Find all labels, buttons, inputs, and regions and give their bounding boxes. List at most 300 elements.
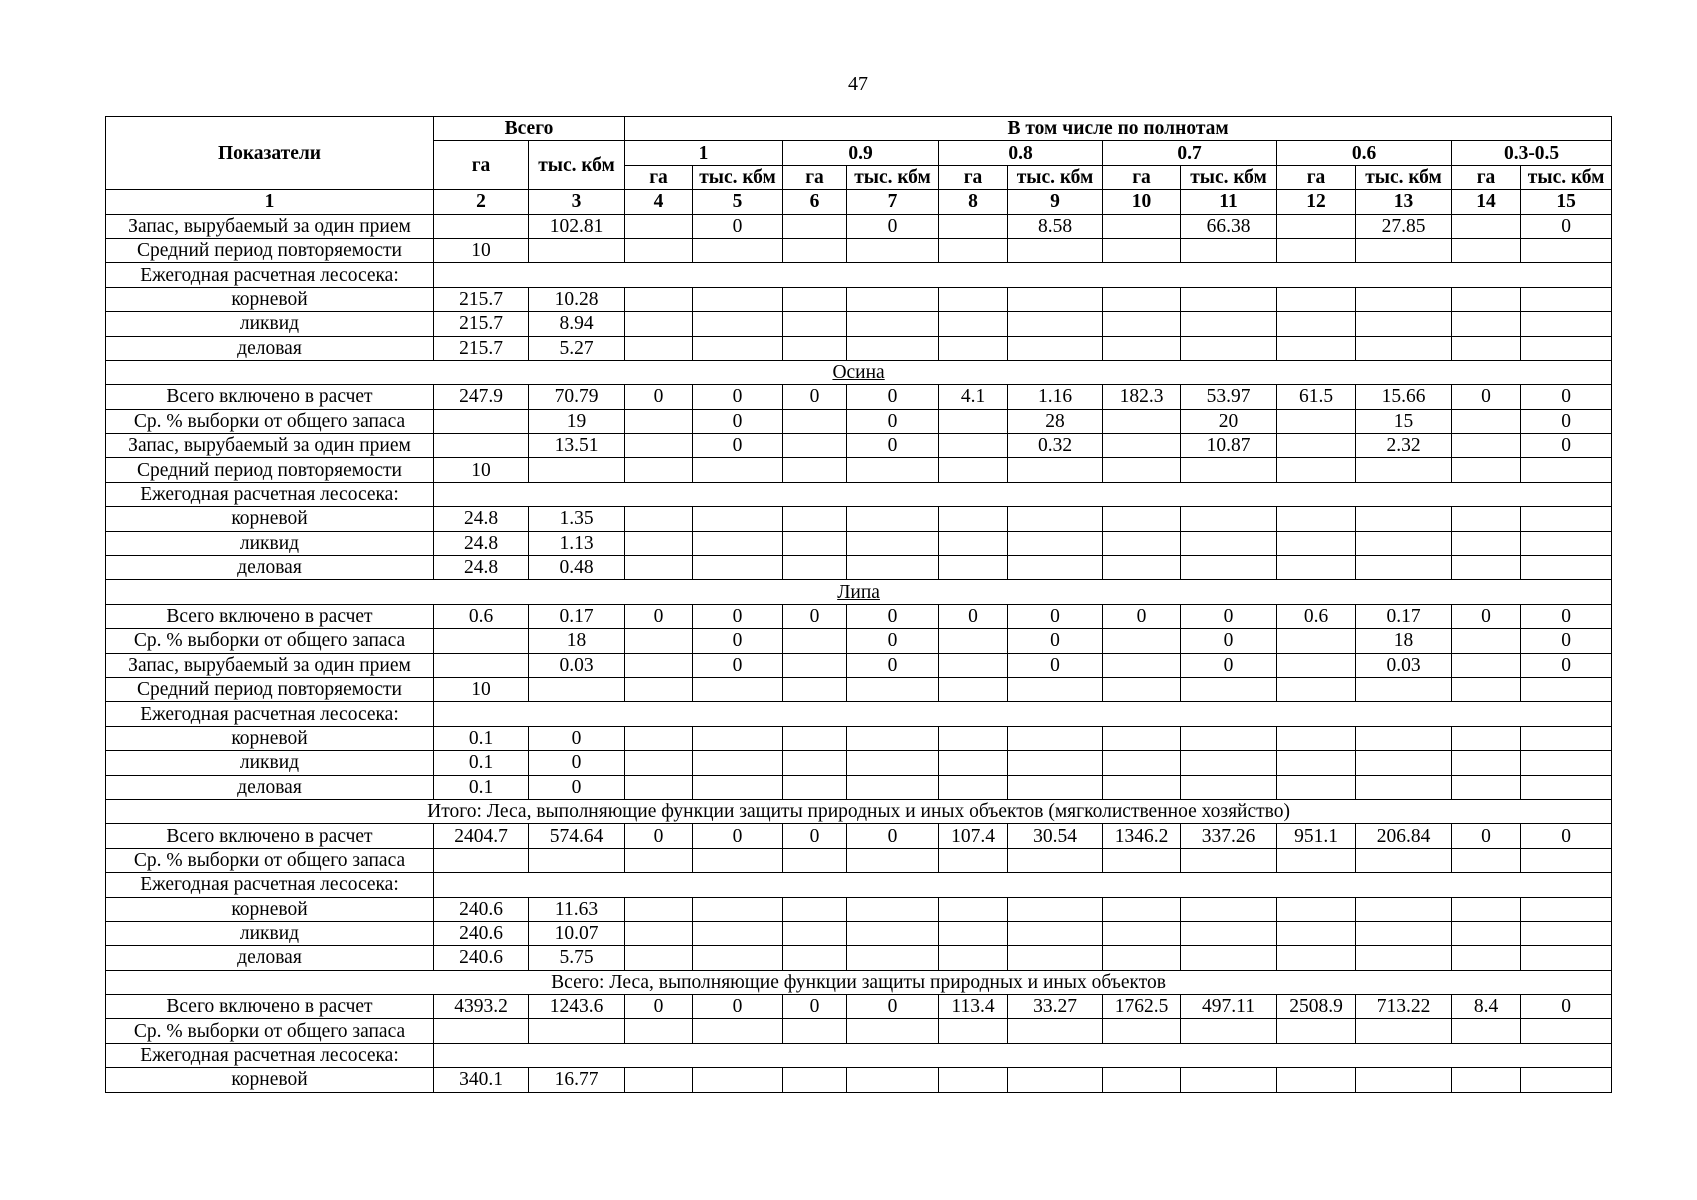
table-row	[106, 1043, 1612, 1067]
row-label: корневой	[106, 897, 434, 921]
table-cell: 182.3	[1103, 385, 1181, 409]
row-label: Всего включено в расчет	[106, 995, 434, 1019]
table-cell	[939, 848, 1008, 872]
table-cell	[783, 458, 847, 482]
section-heading: Всего: Леса, выполняющие функции защиты природных и иных объектов	[106, 970, 1612, 994]
table-cell	[1103, 287, 1181, 311]
table-cell	[1181, 556, 1277, 580]
table-cell	[1356, 1019, 1452, 1043]
header-indicators: Показатели	[106, 117, 434, 190]
row-label: Ср. % выборки от общего запаса	[106, 848, 434, 872]
table-cell: 18	[529, 629, 625, 653]
table-cell: 0.03	[1356, 653, 1452, 677]
header-density-0-3-0-5-ha: га	[1452, 165, 1521, 189]
table-cell: 0.17	[529, 604, 625, 628]
table-cell	[1008, 726, 1103, 750]
table-cell	[1277, 897, 1356, 921]
table-row	[106, 995, 1612, 1019]
table-cell	[1008, 677, 1103, 701]
table-cell: 0	[625, 995, 693, 1019]
table-cell	[783, 775, 847, 799]
table-cell	[1452, 848, 1521, 872]
table-cell	[1181, 531, 1277, 555]
table-row	[106, 409, 1612, 433]
table-cell	[847, 775, 939, 799]
table-cell	[625, 312, 693, 336]
table-cell	[693, 897, 783, 921]
table-cell	[529, 238, 625, 262]
table-cell: 0	[847, 434, 939, 458]
table-cell	[1277, 629, 1356, 653]
table-body	[106, 214, 1612, 1092]
table-cell	[625, 629, 693, 653]
table-cell	[1521, 946, 1612, 970]
table-row	[106, 653, 1612, 677]
table-cell: 215.7	[434, 312, 529, 336]
table-cell	[939, 677, 1008, 701]
table-cell	[625, 946, 693, 970]
table-cell	[1452, 629, 1521, 653]
table-cell	[939, 946, 1008, 970]
table-cell	[1008, 556, 1103, 580]
section-row	[106, 360, 1612, 384]
table-cell	[529, 677, 625, 701]
table-cell	[1103, 434, 1181, 458]
table-cell: 0	[847, 653, 939, 677]
table-row	[106, 629, 1612, 653]
table-cell	[434, 629, 529, 653]
table-cell	[783, 1068, 847, 1092]
table-cell: 0	[1008, 604, 1103, 628]
table-cell	[939, 214, 1008, 238]
column-number: 2	[434, 190, 529, 214]
table-cell: 337.26	[1181, 824, 1277, 848]
table-cell	[1452, 1019, 1521, 1043]
table-cell: 0	[693, 995, 783, 1019]
column-number: 5	[693, 190, 783, 214]
table-cell	[1181, 507, 1277, 531]
header-density-0-7-ha: га	[1103, 165, 1181, 189]
table-cell	[1277, 409, 1356, 433]
table-cell	[625, 214, 693, 238]
table-cell	[1356, 775, 1452, 799]
row-label: ликвид	[106, 751, 434, 775]
table-cell: 0	[693, 653, 783, 677]
table-cell	[939, 336, 1008, 360]
table-row	[106, 214, 1612, 238]
table-cell: 19	[529, 409, 625, 433]
table-cell	[939, 726, 1008, 750]
table-cell: 0	[783, 824, 847, 848]
table-cell: 24.8	[434, 531, 529, 555]
table-cell	[1356, 751, 1452, 775]
table-cell	[847, 507, 939, 531]
table-cell	[783, 336, 847, 360]
table-cell	[1356, 848, 1452, 872]
section-heading: Осина	[106, 360, 1612, 384]
table-cell: 0	[783, 604, 847, 628]
column-number: 7	[847, 190, 939, 214]
table-cell	[1452, 677, 1521, 701]
table-cell	[1277, 238, 1356, 262]
table-cell: 215.7	[434, 336, 529, 360]
table-cell: 0	[847, 385, 939, 409]
table-cell	[693, 751, 783, 775]
table-cell	[434, 214, 529, 238]
table-cell	[1277, 653, 1356, 677]
header-density-0-8: 0.8	[939, 141, 1103, 165]
table-cell: 0	[1103, 604, 1181, 628]
table-cell: 5.27	[529, 336, 625, 360]
table-cell	[939, 1068, 1008, 1092]
table-cell	[625, 921, 693, 945]
header-row-1	[106, 117, 1612, 141]
table-cell: 0	[783, 995, 847, 1019]
table-cell	[1452, 409, 1521, 433]
table-cell: 61.5	[1277, 385, 1356, 409]
table-cell	[939, 507, 1008, 531]
table-cell	[847, 751, 939, 775]
table-cell	[1277, 1019, 1356, 1043]
table-row	[106, 385, 1612, 409]
header-density-0-7: 0.7	[1103, 141, 1277, 165]
table-cell: 0	[1521, 653, 1612, 677]
table-row	[106, 263, 1612, 287]
table-cell: 0	[1008, 629, 1103, 653]
table-cell: 107.4	[939, 824, 1008, 848]
table-cell: 24.8	[434, 507, 529, 531]
table-cell	[625, 336, 693, 360]
table-cell	[1103, 653, 1181, 677]
table-cell	[1521, 921, 1612, 945]
table-cell	[1103, 921, 1181, 945]
table-row	[106, 531, 1612, 555]
table-cell	[1356, 531, 1452, 555]
table-cell: 1243.6	[529, 995, 625, 1019]
table-cell: 0	[1452, 385, 1521, 409]
header-density-0-9-volume: тыс. кбм	[847, 165, 939, 189]
row-label: Запас, вырубаемый за один прием	[106, 214, 434, 238]
table-cell	[1181, 726, 1277, 750]
row-label: корневой	[106, 287, 434, 311]
table-cell: 0	[1452, 824, 1521, 848]
table-cell	[847, 336, 939, 360]
table-cell	[1521, 848, 1612, 872]
table-cell	[1008, 775, 1103, 799]
header-by-density: В том числе по полнотам	[625, 117, 1612, 141]
table-row	[106, 312, 1612, 336]
column-number: 6	[783, 190, 847, 214]
table-cell	[1356, 946, 1452, 970]
table-cell	[1277, 726, 1356, 750]
table-cell	[1103, 238, 1181, 262]
table-cell	[625, 848, 693, 872]
table-cell	[847, 921, 939, 945]
table-cell: 8.58	[1008, 214, 1103, 238]
table-cell	[1181, 751, 1277, 775]
table-header	[106, 117, 1612, 215]
table-cell	[783, 653, 847, 677]
table-cell: 0.1	[434, 726, 529, 750]
table-cell: 10	[434, 677, 529, 701]
table-cell	[693, 531, 783, 555]
table-cell	[1181, 1068, 1277, 1092]
table-cell	[1521, 1019, 1612, 1043]
merged-empty-cell	[434, 702, 1612, 726]
table-cell	[625, 507, 693, 531]
table-cell: 1.16	[1008, 385, 1103, 409]
table-cell: 0	[693, 385, 783, 409]
row-label: деловая	[106, 556, 434, 580]
table-cell: 70.79	[529, 385, 625, 409]
table-cell	[939, 751, 1008, 775]
table-cell	[625, 434, 693, 458]
row-label: ликвид	[106, 921, 434, 945]
row-label: Всего включено в расчет	[106, 604, 434, 628]
table-cell	[434, 653, 529, 677]
table-cell: 0	[1181, 653, 1277, 677]
table-cell: 8.4	[1452, 995, 1521, 1019]
table-cell	[625, 238, 693, 262]
table-cell	[847, 531, 939, 555]
table-cell: 0	[529, 726, 625, 750]
section-heading: Итого: Леса, выполняющие функции защиты природных и иных объектов (мягколиственное хозяйство)	[106, 799, 1612, 823]
table-cell	[1277, 921, 1356, 945]
table-cell	[693, 1068, 783, 1092]
table-cell	[1521, 726, 1612, 750]
table-cell: 0	[1452, 604, 1521, 628]
table-cell	[847, 287, 939, 311]
table-cell: 24.8	[434, 556, 529, 580]
table-cell	[939, 775, 1008, 799]
table-cell: 0.03	[529, 653, 625, 677]
table-row	[106, 702, 1612, 726]
table-cell: 15	[1356, 409, 1452, 433]
table-cell	[625, 653, 693, 677]
row-label: Ежегодная расчетная лесосека:	[106, 263, 434, 287]
table-cell	[1103, 897, 1181, 921]
row-label: корневой	[106, 1068, 434, 1092]
table-cell	[1277, 336, 1356, 360]
table-cell	[847, 1019, 939, 1043]
table-row	[106, 848, 1612, 872]
table-cell	[1521, 897, 1612, 921]
table-cell	[1181, 287, 1277, 311]
table-cell	[693, 1019, 783, 1043]
table-cell	[1452, 458, 1521, 482]
table-row	[106, 556, 1612, 580]
header-density-0-9: 0.9	[783, 141, 939, 165]
section-row	[106, 799, 1612, 823]
table-cell	[1521, 751, 1612, 775]
table-cell	[625, 897, 693, 921]
section-row	[106, 970, 1612, 994]
table-cell	[1103, 531, 1181, 555]
table-cell	[847, 946, 939, 970]
table-cell: 2.32	[1356, 434, 1452, 458]
table-cell	[783, 312, 847, 336]
table-cell: 10	[434, 458, 529, 482]
table-cell	[693, 287, 783, 311]
table-cell	[847, 312, 939, 336]
header-density-0-7-volume: тыс. кбм	[1181, 165, 1277, 189]
row-label: Запас, вырубаемый за один прием	[106, 653, 434, 677]
table-cell	[1452, 238, 1521, 262]
table-cell	[939, 921, 1008, 945]
row-label: Ср. % выборки от общего запаса	[106, 1019, 434, 1043]
table-cell	[1008, 751, 1103, 775]
table-row	[106, 677, 1612, 701]
row-label: корневой	[106, 507, 434, 531]
row-label: Средний период повторяемости	[106, 238, 434, 262]
table-cell: 0	[693, 629, 783, 653]
table-cell	[783, 897, 847, 921]
table-cell	[625, 531, 693, 555]
table-cell: 206.84	[1356, 824, 1452, 848]
table-cell	[1521, 677, 1612, 701]
table-cell	[1277, 507, 1356, 531]
table-cell	[1356, 458, 1452, 482]
table-cell	[1008, 848, 1103, 872]
table-cell: 1.35	[529, 507, 625, 531]
table-cell	[693, 921, 783, 945]
table-cell	[783, 677, 847, 701]
table-cell: 0	[693, 604, 783, 628]
table-cell	[693, 775, 783, 799]
table-cell: 18	[1356, 629, 1452, 653]
table-cell: 66.38	[1181, 214, 1277, 238]
header-density-0-8-ha: га	[939, 165, 1008, 189]
table-cell: 0	[1521, 824, 1612, 848]
merged-empty-cell	[434, 1043, 1612, 1067]
table-cell	[1452, 556, 1521, 580]
table-cell	[625, 287, 693, 311]
row-label: Запас, вырубаемый за один прием	[106, 434, 434, 458]
table-cell	[1008, 458, 1103, 482]
table-cell	[434, 434, 529, 458]
table-cell: 15.66	[1356, 385, 1452, 409]
table-cell	[783, 531, 847, 555]
table-cell: 0	[625, 604, 693, 628]
table-cell: 113.4	[939, 995, 1008, 1019]
table-cell: 951.1	[1277, 824, 1356, 848]
table-cell: 53.97	[1181, 385, 1277, 409]
table-cell: 0.1	[434, 775, 529, 799]
row-label: Ср. % выборки от общего запаса	[106, 629, 434, 653]
table-cell: 0	[693, 824, 783, 848]
row-label: Средний период повторяемости	[106, 458, 434, 482]
table-cell	[1356, 897, 1452, 921]
table-cell: 0	[847, 995, 939, 1019]
table-cell: 240.6	[434, 946, 529, 970]
table-cell	[1103, 507, 1181, 531]
table-cell	[1277, 946, 1356, 970]
table-row	[106, 1019, 1612, 1043]
table-cell	[939, 897, 1008, 921]
table-cell: 33.27	[1008, 995, 1103, 1019]
table-cell: 0.17	[1356, 604, 1452, 628]
table-cell	[847, 726, 939, 750]
table-cell	[1521, 775, 1612, 799]
table-cell	[529, 1019, 625, 1043]
table-cell: 0	[1521, 629, 1612, 653]
table-cell	[1521, 287, 1612, 311]
column-number: 4	[625, 190, 693, 214]
table-cell	[1452, 751, 1521, 775]
table-cell: 0	[529, 775, 625, 799]
table-cell	[1356, 287, 1452, 311]
table-cell	[434, 848, 529, 872]
merged-empty-cell	[434, 263, 1612, 287]
table-cell	[1452, 775, 1521, 799]
column-number: 13	[1356, 190, 1452, 214]
row-label: деловая	[106, 775, 434, 799]
table-cell	[1181, 897, 1277, 921]
table-cell: 0	[1008, 653, 1103, 677]
table-cell: 20	[1181, 409, 1277, 433]
table-cell	[939, 1019, 1008, 1043]
table-cell: 1346.2	[1103, 824, 1181, 848]
table-cell: 8.94	[529, 312, 625, 336]
table-cell	[693, 946, 783, 970]
header-total: Всего	[434, 117, 625, 141]
header-density-0-6-ha: га	[1277, 165, 1356, 189]
table-row	[106, 726, 1612, 750]
table-cell: 10.07	[529, 921, 625, 945]
row-label: ликвид	[106, 531, 434, 555]
table-cell: 497.11	[1181, 995, 1277, 1019]
table-row	[106, 482, 1612, 506]
table-cell	[1008, 921, 1103, 945]
row-label: Средний период повторяемости	[106, 677, 434, 701]
table-row	[106, 921, 1612, 945]
table-cell	[1008, 312, 1103, 336]
table-cell	[1181, 1019, 1277, 1043]
table-cell	[939, 287, 1008, 311]
table-cell	[1008, 531, 1103, 555]
column-number: 3	[529, 190, 625, 214]
table-cell	[1103, 458, 1181, 482]
table-cell	[1008, 1019, 1103, 1043]
table-cell	[625, 556, 693, 580]
table-cell	[847, 897, 939, 921]
table-cell	[847, 848, 939, 872]
table-cell: 5.75	[529, 946, 625, 970]
column-number: 11	[1181, 190, 1277, 214]
table-cell: 247.9	[434, 385, 529, 409]
table-cell	[1008, 507, 1103, 531]
table-cell	[1452, 653, 1521, 677]
row-label: деловая	[106, 336, 434, 360]
table-cell	[1521, 507, 1612, 531]
table-cell	[1181, 312, 1277, 336]
table-cell	[1008, 238, 1103, 262]
table-cell	[1452, 312, 1521, 336]
table-cell: 27.85	[1356, 214, 1452, 238]
table-cell	[1181, 848, 1277, 872]
table-cell: 0.6	[1277, 604, 1356, 628]
header-density-0-8-volume: тыс. кбм	[1008, 165, 1103, 189]
table-cell	[625, 409, 693, 433]
table-cell: 4393.2	[434, 995, 529, 1019]
table-cell	[783, 1019, 847, 1043]
table-cell	[939, 458, 1008, 482]
table-cell	[693, 726, 783, 750]
table-cell: 1.13	[529, 531, 625, 555]
table-cell	[693, 458, 783, 482]
table-cell	[1356, 312, 1452, 336]
table-row	[106, 238, 1612, 262]
